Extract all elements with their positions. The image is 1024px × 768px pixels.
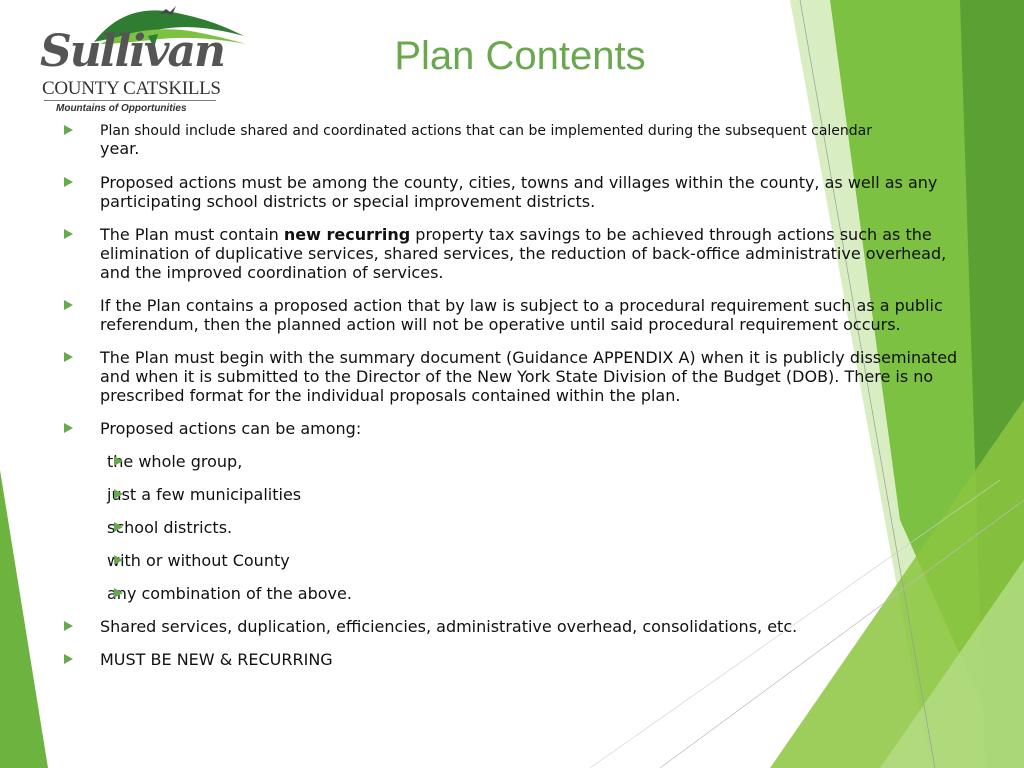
sullivan-county-logo: [36, 4, 256, 118]
bullet-item: [62, 173, 962, 211]
sub-bullet-list: [62, 452, 962, 603]
triangle-bullet-icon: [64, 177, 73, 187]
slide-body: [62, 122, 962, 683]
sub-bullet-item: [62, 551, 962, 570]
bullet-text: If the Plan contains a proposed action that by law is subject to a procedural requirement such as a public referendum, then the planned action will not be operative until said procedural requirement occurs.: [100, 296, 943, 334]
triangle-bullet-icon: [114, 588, 123, 598]
bullet-item: [62, 122, 962, 159]
sub-bullet-text: the whole group,: [107, 452, 243, 471]
bullet-text: Plan should include shared and coordinated actions that can be implemented during the subsequent calendar: [100, 123, 872, 139]
sub-bullet-text: just a few municipalities: [107, 485, 302, 504]
bullet-item: [62, 225, 962, 282]
triangle-bullet-icon: [64, 229, 73, 239]
logo-divider: [44, 100, 216, 101]
bullet-list: [62, 122, 962, 669]
bullet-text-start: The Plan must contain: [100, 225, 284, 244]
bullet-text-end: property tax savings to be achieved through actions such as the elimination of duplicative services, shared services, the reduction of back-office administrative overhead, and the improved coordination of services.: [100, 225, 947, 282]
logo-county-text: COUNTY CATSKILLS: [42, 78, 221, 99]
slide-title: Plan Contents: [394, 34, 646, 78]
bullet-text: Proposed actions must be among the county, cities, towns and villages within the county, as well as any participating school districts or special improvement districts.: [100, 173, 938, 211]
sub-bullet-item: [62, 584, 962, 603]
bullet-text: Proposed actions can be among:: [100, 419, 362, 438]
bullet-item: [62, 296, 962, 334]
left-green-stripe: [0, 470, 48, 768]
sub-bullet-item: [62, 518, 962, 537]
triangle-bullet-icon: [114, 489, 123, 499]
triangle-bullet-icon: [114, 456, 123, 466]
sub-bullet-text: any combination of the above.: [107, 584, 352, 603]
triangle-bullet-icon: [64, 654, 73, 664]
bullet-text: Shared services, duplication, efficiencies, administrative overhead, consolidations, etc.: [100, 617, 798, 636]
bullet-item: [62, 617, 962, 636]
bullet-emphasis: new recurring: [283, 225, 411, 244]
bullet-text: MUST BE NEW & RECURRING: [100, 650, 333, 669]
triangle-bullet-icon: [64, 125, 73, 135]
sub-bullet-item: [62, 485, 962, 504]
bullet-item: [62, 348, 962, 405]
bullet-item: [62, 419, 962, 603]
triangle-bullet-icon: [64, 352, 73, 362]
triangle-bullet-icon: [114, 555, 123, 565]
bullet-text-continuation: year.: [100, 139, 140, 158]
sub-bullet-text: school districts.: [107, 518, 233, 537]
triangle-bullet-icon: [64, 621, 73, 631]
triangle-bullet-icon: [64, 300, 73, 310]
sub-bullet-text: with or without County: [107, 551, 290, 570]
bullet-item: [62, 650, 962, 669]
triangle-bullet-icon: [64, 423, 73, 433]
logo-tagline: Mountains of Opportunities: [56, 103, 187, 114]
logo-wordmark: Sullivan: [40, 26, 224, 77]
sub-bullet-item: [62, 452, 962, 471]
triangle-bullet-icon: [114, 522, 123, 532]
bullet-text: The Plan must begin with the summary document (Guidance APPENDIX A) when it is publicly disseminated and when it is submitted to the Director of the New York State Division of the Budget (DOB). There is no prescribed format for the individual proposals contained within the plan.: [100, 348, 958, 405]
